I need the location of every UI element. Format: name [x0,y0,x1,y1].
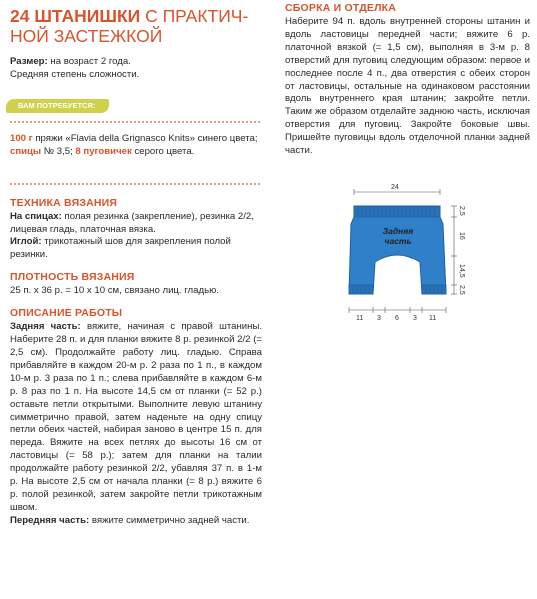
size-value: на возраст 2 года. [47,56,131,67]
diagram-part-label [370,226,426,246]
part-label-line2: часть [384,236,412,246]
materials-badge: ВАМ ПОТРЕБУЕТСЯ: [6,99,109,113]
pattern-diagram [340,184,480,334]
technique-needles [10,211,262,237]
divider-bottom [10,183,260,185]
dim-right-2: 16 [458,232,465,240]
article-number: 24 [10,6,30,26]
size-label: Размер: [10,56,48,67]
dim-top-width: 24 [391,184,399,191]
difficulty-line: Средняя степень сложности. [10,68,140,80]
divider-top [10,121,260,123]
front-part-body: вяжите симметрично задней части. [89,514,250,526]
back-part-text [10,321,262,515]
dim-bottom-2: 3 [377,315,381,322]
right-column [285,0,530,158]
technique-needles-text: полая резинка (закрепление), резинка 2/2, лицевая гладь, платочная вязка. [10,210,254,235]
dim-bottom-1: 11 [356,315,364,322]
dim-right-1: 2,5 [458,206,465,216]
dim-right-4: 2,5 [458,285,465,295]
technique-needle-text: трикотажный шов для закрепления полой резинки. [10,236,231,261]
assembly-heading: СБОРКА И ОТДЕЛКА [285,2,397,14]
density-heading: ПЛОТНОСТЬ ВЯЗАНИЯ [10,271,135,284]
title-line2: НОЙ ЗАСТЕЖКОЙ [10,26,163,46]
article-title [10,6,262,46]
yarn-amount: 100 г [10,132,33,144]
needles-label: спицы [10,145,42,157]
title-bold-word: ШТАНИШКИ [34,6,141,26]
technique-needle-label: Иглой: [10,236,42,248]
front-part-label: Передняя часть: [10,514,90,526]
dim-bottom-4: 3 [413,315,417,322]
title-rest-line1: С ПРАКТИЧ- [140,6,249,26]
technique-needle [10,236,262,262]
back-part-label: Задняя часть: [10,321,81,333]
assembly-text: Наберите 94 п. вдоль внутренней стороны штанин и вдоль ластовицы передней части; вяжите 6 р. платочной вязкой (= 1,5 см), выполняя в 3-м р. 8 отверстий для пуговиц следующим образом: первое и последнее после 4 п., два отверстия с обеих сторон от ластовицы, остальные на одинаковом расстоянии вдоль внутреннего края штанин; закройте петли. Таким же образом отделайте заднюю часть, исключая отверстия для пуговиц. Закройте боковые швы. Пришейте пуговицы вдоль отделочной планки задней части. [285,16,530,157]
left-column [10,0,262,528]
part-label-line1: Задняя [382,226,414,236]
back-part-body: вяжите, начиная с правой штанины. Наберите 28 п. и для планки вяжите 8 р. резинкой 2/2 (= 2,5 см). Продолжайте работу лиц. гладью. Справа прибавляйте в каждом 20-м р. 2 раза по 1 п., в каждом 10-м р. 3 раза по 1 п.; слева прибавляйте в каждом 6-м р. 8 раз по 1 п. На высоте 14,5 см от планки (= 52 р.) оставьте петли открытыми. Выполните левую штанину симметрично правой, затем наденьте на одну спицу петли обеих частей, набирая заново в центре 15 п. для переда. Вяжите на всех петлях до высоты 16 см от ластовицы (= 58 р.); затем для планки на талии продолжайте работу резинкой 2/2, убавляя 37 п. в 1-м р. На высоте 2,5 см от начала планки (= 8 р.) вяжите 6 р. полой резинкой, затем закройте петли трикотажным швом. [10,321,263,513]
technique-needles-label: На спицах: [10,210,62,222]
density-text: 25 п. х 36 р. = 10 х 10 см, связано лиц. гладью. [10,285,219,297]
buttons-label: 8 пуговичек [75,145,132,157]
yarn-text: пряжи «Flavia della Grignasco Knits» синего цвета; [32,132,258,144]
dim-bottom-3: 6 [395,315,399,322]
buttons-text: серого цвета. [131,145,195,157]
dim-bottom-5: 11 [429,315,437,322]
size-line [10,56,262,69]
dim-right-3: 14,5 [458,264,465,278]
materials-text [10,133,262,159]
needles-text: № 3,5; [41,145,76,157]
front-part-text [10,515,262,528]
technique-heading: ТЕХНИКА ВЯЗАНИЯ [10,196,118,209]
description-heading: ОПИСАНИЕ РАБОТЫ [10,307,123,320]
